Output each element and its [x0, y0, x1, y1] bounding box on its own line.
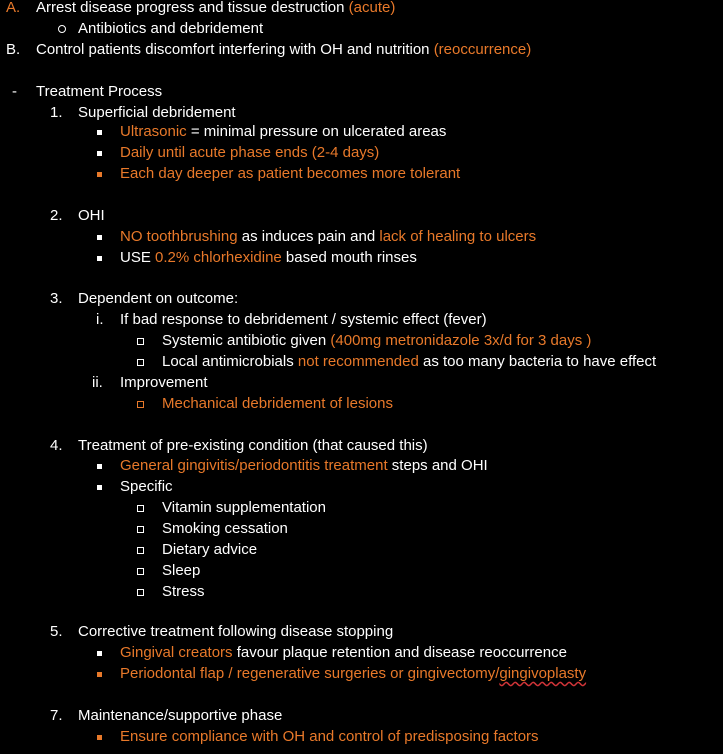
aim-b-marker: B.: [6, 41, 21, 58]
square-bullet-icon: [97, 151, 102, 156]
aim-b-text: Control patients discomfort interfering with OH and nutrition: [36, 41, 434, 58]
plaque-retention: favour plaque retention and disease reoccurrence: [232, 644, 567, 661]
hollow-square-bullet-icon: [137, 547, 144, 554]
square-bullet-icon: [97, 172, 102, 177]
hollow-square-bullet-icon: [137, 568, 144, 575]
square-bullet-icon: [97, 651, 102, 656]
hollow-square-bullet-icon: [137, 526, 144, 533]
specific-item-text: Dietary advice: [162, 541, 258, 558]
not-recommended: not recommended: [297, 353, 419, 370]
step-3-number: 3.: [50, 290, 63, 307]
too-many-bacteria: as too many bacteria to have effect: [418, 353, 657, 370]
step-4-title: Treatment of pre-existing condition (that caused this): [78, 437, 428, 454]
hollow-square-bullet-icon: [137, 359, 144, 366]
gingivitis-treatment: General gingivitis/periodontitis treatment: [120, 457, 388, 474]
ultrasonic-label: Ultrasonic: [120, 123, 187, 140]
use-label: USE: [120, 249, 156, 266]
metronidazole-dose: (400mg metronidazole 3x/d for 3 days ): [330, 332, 592, 349]
dash-bullet: -: [12, 83, 17, 100]
square-bullet-icon: [97, 735, 102, 740]
periodontal-surgeries: Periodontal flap / regenerative surgeries or gingivectomy/: [120, 665, 500, 682]
step-7-bullet-text: Ensure compliance with OH and control of predisposing factors: [120, 728, 539, 745]
circle-bullet-icon: [58, 25, 66, 33]
step-2-title: OHI: [78, 207, 105, 224]
square-bullet-icon: [97, 256, 102, 261]
step-3-title: Dependent on outcome:: [78, 290, 239, 307]
hollow-square-bullet-icon: [137, 589, 144, 596]
specific-item-text: Smoking cessation: [162, 520, 288, 537]
systemic-antibiotic: Systemic antibiotic given: [162, 332, 331, 349]
specific-item-text: Sleep: [162, 562, 201, 579]
gingival-creators: Gingival creators: [120, 644, 233, 661]
aim-b-tag: (reoccurrence): [433, 41, 532, 58]
square-bullet-icon: [97, 464, 102, 469]
step-2-number: 2.: [50, 207, 63, 224]
step-7-number: 7.: [50, 707, 63, 724]
specific-label: Specific: [120, 478, 173, 495]
specific-item-text: Vitamin supplementation: [162, 499, 326, 516]
aim-a-sub-text: Antibiotics and debridement: [78, 20, 264, 37]
gingivoplasty-misspelled: gingivoplasty: [499, 665, 587, 682]
aim-a-marker: A.: [6, 0, 21, 16]
mouth-rinses: based mouth rinses: [281, 249, 417, 266]
step-1-title: Superficial debridement: [78, 104, 236, 121]
hollow-square-bullet-icon: [137, 505, 144, 512]
hollow-square-bullet-icon: [137, 338, 144, 345]
step-1-bullet-3-text: Each day deeper as patient becomes more tolerant: [120, 165, 461, 182]
square-bullet-icon: [97, 235, 102, 240]
ultrasonic-desc: = minimal pressure on ulcerated areas: [186, 123, 447, 140]
step-7-title: Maintenance/supportive phase: [78, 707, 283, 724]
step-5-title: Corrective treatment following disease stopping: [78, 623, 394, 640]
step-3-i-text: If bad response to debridement / systemic effect (fever): [120, 311, 487, 328]
square-bullet-icon: [97, 672, 102, 677]
roman-i-marker: i.: [96, 311, 104, 328]
specific-item-text: Stress: [162, 583, 205, 600]
treatment-process-title: Treatment Process: [36, 83, 163, 100]
square-bullet-icon: [97, 485, 102, 490]
step-1-bullet-2-text: Daily until acute phase ends (2-4 days): [120, 144, 380, 161]
step-1-number: 1.: [50, 104, 63, 121]
hollow-square-bullet-icon: [137, 401, 144, 408]
aim-a-tag: (acute): [348, 0, 396, 16]
no-toothbrushing: NO toothbrushing: [120, 228, 238, 245]
roman-ii-marker: ii.: [92, 374, 103, 391]
aim-a-text: Arrest disease progress and tissue destruction: [36, 0, 349, 16]
ulcer-healing: lack of healing to ulcers: [379, 228, 537, 245]
mechanical-debridement: Mechanical debridement of lesions: [162, 395, 393, 412]
step-4-number: 4.: [50, 437, 63, 454]
step-3-ii-text: Improvement: [120, 374, 208, 391]
local-antimicrobials: Local antimicrobials: [162, 353, 298, 370]
chlorhexidine: 0.2% chlorhexidine: [155, 249, 282, 266]
step-2-b1-mid: as induces pain and: [237, 228, 380, 245]
step-5-number: 5.: [50, 623, 63, 640]
steps-and-ohi: steps and OHI: [387, 457, 488, 474]
square-bullet-icon: [97, 130, 102, 135]
